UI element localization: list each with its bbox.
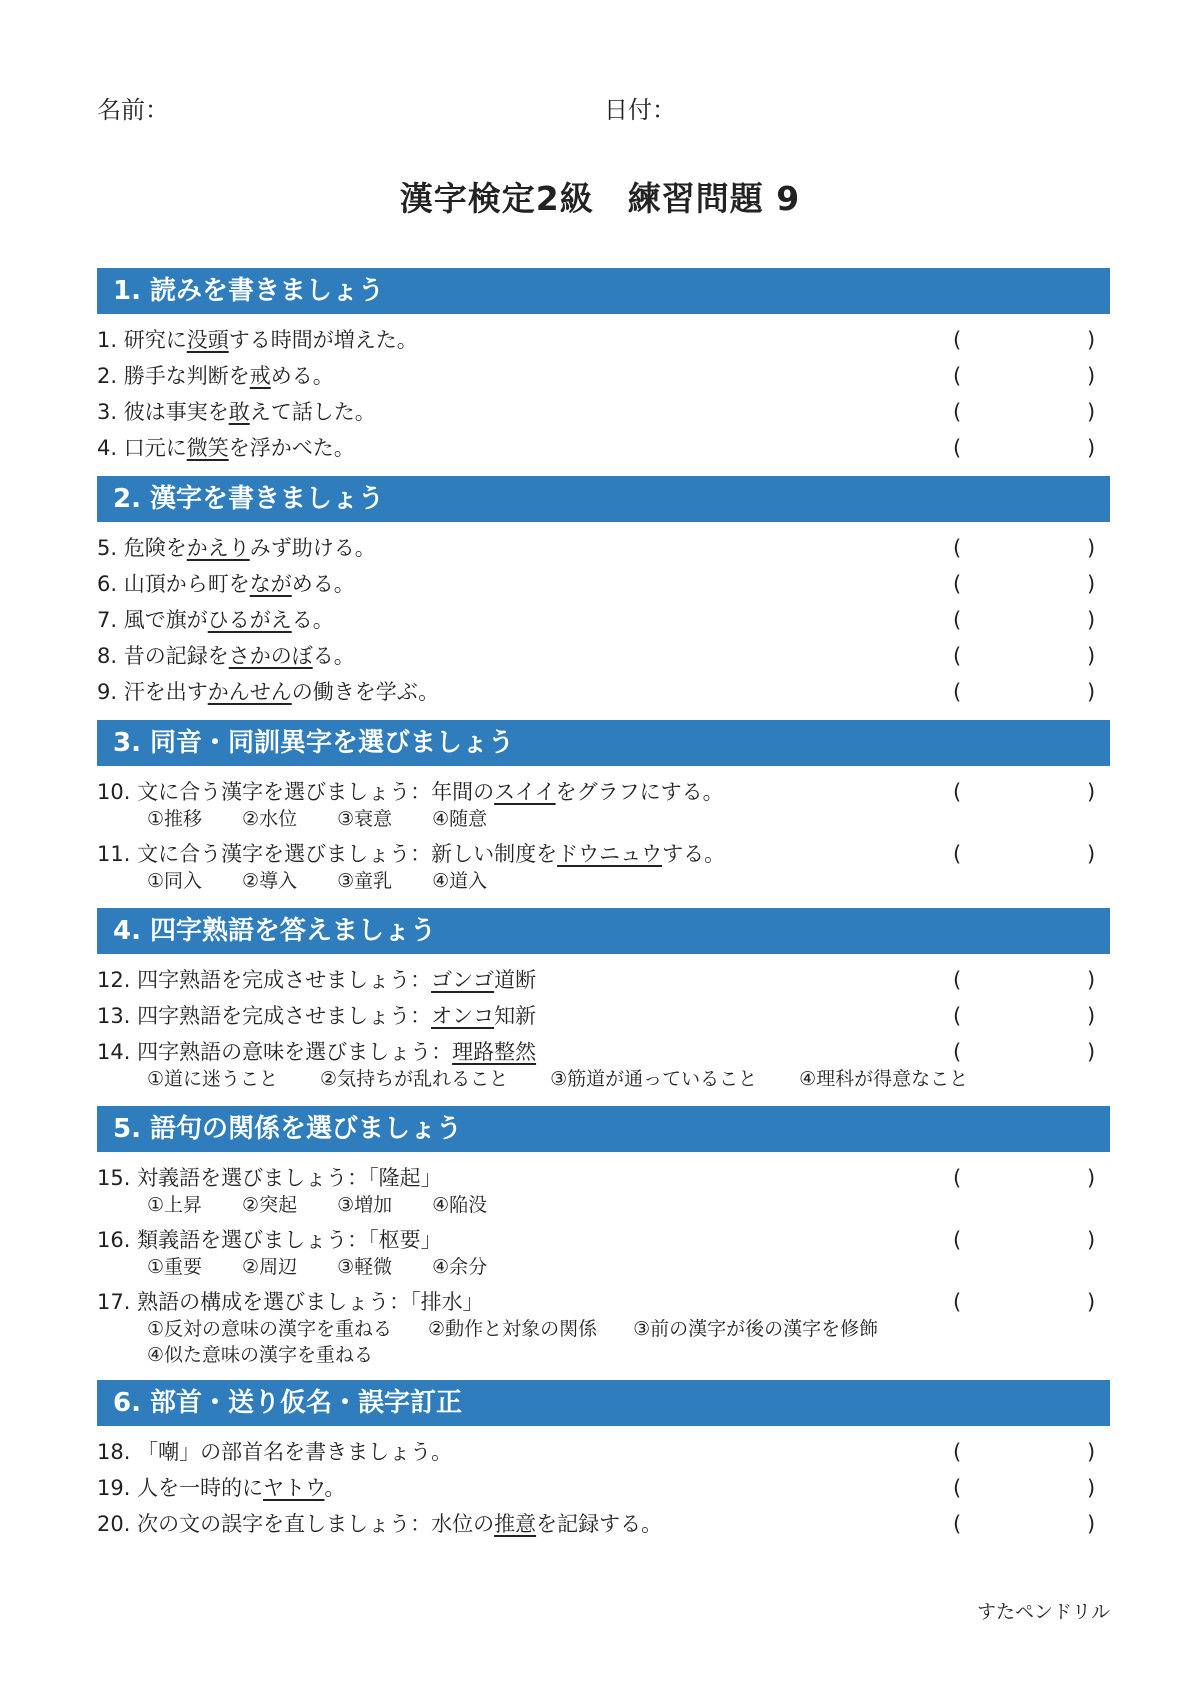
publisher-label: すたペンドリル — [976, 1601, 1110, 1623]
choice-option: ②気持ちが乱れること — [320, 1068, 509, 1090]
question-text: する時間が増えた。 — [228, 328, 418, 352]
question-target-word: なが — [249, 572, 292, 596]
choice-option: ④理科が得意なこと — [799, 1068, 969, 1090]
question-row — [97, 774, 1110, 810]
answer-paren-right[interactable]: ) — [1087, 400, 1096, 424]
answer-paren-right[interactable]: ) — [1087, 608, 1096, 632]
answer-paren-left[interactable]: ( — [953, 400, 962, 424]
answer-paren-left[interactable]: ( — [953, 436, 962, 460]
section-heading: 3. 同音・同訓異字を選びましょう — [97, 720, 1110, 766]
answer-paren-left[interactable]: ( — [953, 680, 962, 704]
choice-option: ③軽微 — [337, 1256, 393, 1278]
answer-paren-left[interactable]: ( — [953, 536, 962, 560]
answer-paren-left[interactable]: ( — [953, 608, 962, 632]
question-text: る。 — [291, 608, 334, 632]
choice-option: ①上昇 — [147, 1194, 203, 1216]
question-text: 20. 次の文の誤字を直しましょう：水位の — [97, 1512, 495, 1536]
section-heading: 6. 部首・送り仮名・誤字訂正 — [97, 1380, 1110, 1426]
choice-option: ①道に迷うこと — [147, 1068, 279, 1090]
question-row — [97, 566, 1110, 602]
answer-paren-right[interactable]: ) — [1087, 1166, 1096, 1190]
answer-paren-left[interactable]: ( — [953, 968, 962, 992]
answer-paren-left[interactable]: ( — [953, 780, 962, 804]
question-text: 2. 勝手な判断を — [97, 364, 250, 388]
choice-option: ④随意 — [432, 808, 488, 830]
choice-option: ③増加 — [337, 1194, 393, 1216]
question-text: る。 — [312, 644, 355, 668]
question-text: 8. 昔の記録を — [97, 644, 229, 668]
choice-option: ②導入 — [242, 870, 298, 892]
question-row — [97, 674, 1110, 710]
section-heading: 1. 読みを書きましょう — [97, 268, 1110, 314]
question-list — [97, 1152, 1110, 1380]
section-heading: 2. 漢字を書きましょう — [97, 476, 1110, 522]
answer-paren-right[interactable]: ) — [1087, 1440, 1096, 1464]
question-target-word: スイイ — [494, 780, 556, 804]
question-target-word: かんせん — [207, 680, 292, 704]
answer-paren-right[interactable]: ) — [1087, 572, 1096, 596]
question-text: 13. 四字熟語を完成させましょう： — [97, 1004, 432, 1028]
question-target-word: 没頭 — [186, 328, 229, 352]
answer-paren-right[interactable]: ) — [1087, 1004, 1096, 1028]
question-text: 14. 四字熟語の意味を選びましょう： — [97, 1040, 453, 1064]
question-text: める。 — [270, 364, 334, 388]
question-target-word: ヤトウ — [263, 1476, 325, 1500]
answer-paren-right[interactable]: ) — [1087, 364, 1096, 388]
choice-list — [97, 1192, 1110, 1220]
answer-paren-left[interactable]: ( — [953, 842, 962, 866]
answer-paren-right[interactable]: ) — [1087, 780, 1096, 804]
choice-option: ②周辺 — [242, 1256, 298, 1278]
question-row — [97, 394, 1110, 430]
question-text: 15. 対義語を選びましょう：「隆起」 — [97, 1166, 442, 1190]
answer-paren-left[interactable]: ( — [953, 328, 962, 352]
question-row — [97, 836, 1110, 872]
question-text: める。 — [291, 572, 355, 596]
question-target-word: かえり — [186, 536, 250, 560]
question-row — [97, 1222, 1110, 1258]
answer-paren-right[interactable]: ) — [1087, 328, 1096, 352]
question-row — [97, 998, 1110, 1034]
answer-paren-right[interactable]: ) — [1087, 1290, 1096, 1314]
question-text: 16. 類義語を選びましょう：「枢要」 — [97, 1228, 442, 1252]
question-text: 6. 山頂から町を — [97, 572, 250, 596]
question-text: をグラフにする。 — [555, 780, 724, 804]
answer-paren-right[interactable]: ) — [1087, 1476, 1096, 1500]
question-sections — [97, 268, 1110, 1552]
choice-list — [97, 1316, 1110, 1368]
answer-paren-left[interactable]: ( — [953, 1476, 962, 1500]
question-row — [97, 1034, 1110, 1070]
answer-paren-right[interactable]: ) — [1087, 436, 1096, 460]
choice-option: ④似た意味の漢字を重ねる — [147, 1344, 374, 1366]
answer-paren-left[interactable]: ( — [953, 1440, 962, 1464]
page-title: 漢字検定2級 練習問題 9 — [399, 179, 801, 218]
question-text: えて話した。 — [249, 400, 376, 424]
question-text: 1. 研究に — [97, 328, 187, 352]
answer-paren-left[interactable]: ( — [953, 644, 962, 668]
question-row — [97, 1506, 1110, 1542]
section-heading: 4. 四字熟語を答えましょう — [97, 908, 1110, 954]
question-row — [97, 530, 1110, 566]
answer-paren-right[interactable]: ) — [1087, 1040, 1096, 1064]
question-text: の働きを学ぶ。 — [291, 680, 440, 704]
question-text: みず助ける。 — [249, 536, 376, 560]
choice-option: ①重要 — [147, 1256, 203, 1278]
answer-paren-left[interactable]: ( — [953, 1512, 962, 1536]
question-target-word: 推意 — [494, 1512, 537, 1536]
question-text: する。 — [662, 842, 726, 866]
answer-paren-right[interactable]: ) — [1087, 1228, 1096, 1252]
question-row — [97, 1160, 1110, 1196]
choice-option: ③童乳 — [337, 870, 393, 892]
question-target-word: 戒 — [249, 364, 271, 388]
answer-paren-right[interactable]: ) — [1087, 536, 1096, 560]
question-text: 10. 文に合う漢字を選びましょう：年間の — [97, 780, 495, 804]
date-label: 日付： — [604, 96, 676, 124]
question-row — [97, 430, 1110, 466]
question-row — [97, 1284, 1110, 1320]
question-row — [97, 1434, 1110, 1470]
answer-paren-right[interactable]: ) — [1087, 644, 1096, 668]
question-text: 19. 人を一時的に — [97, 1476, 264, 1500]
answer-paren-left[interactable]: ( — [953, 1290, 962, 1314]
question-text: 道断 — [494, 968, 537, 992]
question-row — [97, 638, 1110, 674]
choice-option: ③前の漢字が後の漢字を修飾 — [633, 1318, 879, 1340]
question-list — [97, 1426, 1110, 1552]
answer-paren-right[interactable]: ) — [1087, 680, 1096, 704]
answer-paren-left[interactable]: ( — [953, 1166, 962, 1190]
question-target-word: ドウニュウ — [557, 842, 663, 866]
answer-paren-left[interactable]: ( — [953, 1228, 962, 1252]
question-row — [97, 1470, 1110, 1506]
question-target-word: 微笑 — [186, 436, 229, 460]
choice-option: ①反対の意味の漢字を重ねる — [147, 1318, 393, 1340]
answer-paren-left[interactable]: ( — [953, 364, 962, 388]
choice-option: ②突起 — [242, 1194, 298, 1216]
name-label: 名前： — [97, 96, 169, 124]
question-list — [97, 954, 1110, 1106]
answer-paren-right[interactable]: ) — [1087, 842, 1096, 866]
question-target-word: オンコ — [431, 1004, 495, 1028]
question-text: 7. 風で旗が — [97, 608, 208, 632]
question-text: 12. 四字熟語を完成させましょう： — [97, 968, 432, 992]
question-text: 知新 — [494, 1004, 537, 1028]
question-text: 17. 熟語の構成を選びましょう：「排水」 — [97, 1290, 484, 1314]
answer-paren-right[interactable]: ) — [1087, 968, 1096, 992]
choice-list — [97, 868, 1110, 896]
choice-option: ④道入 — [432, 870, 488, 892]
question-row — [97, 962, 1110, 998]
answer-paren-right[interactable]: ) — [1087, 1512, 1096, 1536]
choice-option: ③衰意 — [337, 808, 393, 830]
question-list — [97, 766, 1110, 908]
question-text: 9. 汗を出す — [97, 680, 208, 704]
choice-list — [97, 1254, 1110, 1282]
section-heading: 5. 語句の関係を選びましょう — [97, 1106, 1110, 1152]
choice-option: ①推移 — [147, 808, 203, 830]
question-text: 。 — [324, 1476, 346, 1500]
choice-list — [97, 806, 1110, 834]
question-list — [97, 522, 1110, 720]
choice-option: ④陥没 — [432, 1194, 488, 1216]
question-target-word: ひるがえ — [207, 608, 292, 632]
question-target-word: ゴンゴ — [431, 968, 495, 992]
question-text: 4. 口元に — [97, 436, 187, 460]
answer-paren-left[interactable]: ( — [953, 1040, 962, 1064]
question-text: 3. 彼は事実を — [97, 400, 229, 424]
choice-option: ①同入 — [147, 870, 203, 892]
choice-option: ③筋道が通っていること — [550, 1068, 758, 1090]
choice-list — [97, 1066, 1110, 1094]
question-row — [97, 322, 1110, 358]
answer-paren-left[interactable]: ( — [953, 1004, 962, 1028]
choice-option: ②動作と対象の関係 — [428, 1318, 598, 1340]
question-text: 18. 「嘲」の部首名を書きましょう。 — [97, 1440, 453, 1464]
question-target-word: 敢 — [228, 400, 250, 424]
question-row — [97, 358, 1110, 394]
question-target-word: 理路整然 — [452, 1040, 537, 1064]
choice-option: ④余分 — [432, 1256, 488, 1278]
choice-option: ②水位 — [242, 808, 298, 830]
answer-paren-left[interactable]: ( — [953, 572, 962, 596]
question-target-word: さかのぼ — [228, 644, 313, 668]
question-list — [97, 314, 1110, 476]
question-text: 5. 危険を — [97, 536, 187, 560]
question-text: を浮かべた。 — [228, 436, 355, 460]
question-row — [97, 602, 1110, 638]
question-text: 11. 文に合う漢字を選びましょう：新しい制度を — [97, 842, 558, 866]
question-text: を記録する。 — [536, 1512, 663, 1536]
